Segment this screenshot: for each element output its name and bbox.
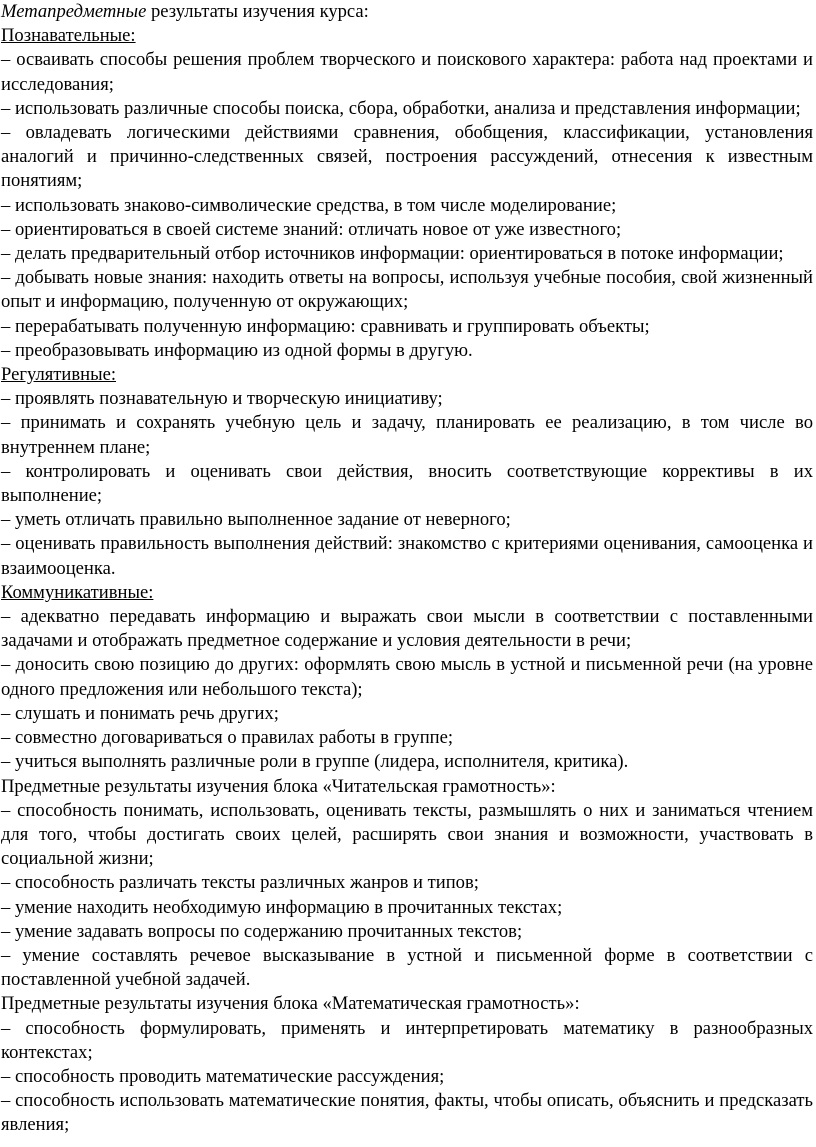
- list-item: – совместно договариваться о правилах работы в группе;: [1, 727, 454, 749]
- list-item: – добывать новые знания: находить ответы на вопросы, используя учебные пособия, свой жизненный опыт и информацию, полученную от окружающих;: [1, 267, 813, 313]
- list-item: – преобразовывать информацию из одной формы в другую.: [1, 339, 473, 361]
- list-item: – перерабатывать полученную информацию: сравнивать и группировать объекты;: [1, 315, 650, 337]
- list-item: – контролировать и оценивать свои действия, вносить соответствующие коррективы в их выполнение;: [1, 460, 813, 507]
- list-item: – использовать знаково-символические средства, в том числе моделирование;: [1, 194, 617, 216]
- list-item: – проявлять познавательную и творческую инициативу;: [1, 388, 443, 410]
- section-heading-communicative: Коммуникативные:: [1, 581, 154, 603]
- list-item: – использовать различные способы поиска, сбора, обработки, анализа и представления информации;: [1, 97, 801, 119]
- list-item: – умение находить необходимую информацию в прочитанных текстах;: [1, 896, 563, 918]
- list-item: – способность различать тексты различных жанров и типов;: [1, 872, 479, 894]
- list-item: – ориентироваться в своей системе знаний: отличать новое от уже известного;: [1, 218, 622, 240]
- section-heading-reading-literacy: Предметные результаты изучения блока «Читательская грамотность»:: [1, 775, 556, 797]
- list-item: – уметь отличать правильно выполненное задание от неверного;: [1, 509, 511, 531]
- list-item: – умение составлять речевое высказывание в устной и письменной форме в соответствии с поставленной учебной задачей.: [1, 944, 813, 991]
- title-rest: результаты изучения курса:: [146, 1, 369, 22]
- list-item: – делать предварительный отбор источников информации: ориентироваться в потоке информации;: [1, 243, 784, 265]
- list-item: – адекватно передавать информацию и выражать свои мысли в соответствии с поставленными задачами и отображать предметное содержание и условия деятельности в речи;: [1, 606, 813, 652]
- list-item: – принимать и сохранять учебную цель и задачу, планировать ее реализацию, в том числе во внутреннем плане;: [1, 412, 813, 458]
- list-item: – слушать и понимать речь других;: [1, 702, 279, 724]
- list-item: – умение задавать вопросы по содержанию прочитанных текстов;: [1, 920, 523, 942]
- list-item: – способность понимать, использовать, оценивать тексты, размышлять о них и заниматься чтением для того, чтобы достигать своих целей, расширять свои знания и возможности, участвовать в социальной жизни;: [1, 799, 813, 870]
- list-item: – оценивать правильность выполнения действий: знакомство с критериями оценивания, самооценка и взаимооценка.: [1, 533, 813, 579]
- title-italic-word: Метапредметные: [1, 1, 147, 22]
- list-item: – овладевать логическими действиями сравнения, обобщения, классификации, установления аналогий и причинно-следственных связей, построения рассуждений, отнесения к известным понятиям;: [1, 122, 813, 192]
- document-title: [1, 0, 813, 24]
- section-heading-regulatory: Регулятивные:: [1, 364, 117, 386]
- list-item: – учиться выполнять различные роли в группе (лидера, исполнителя, критика).: [1, 751, 629, 773]
- section-heading-math-literacy: Предметные результаты изучения блока «Математическая грамотность»:: [1, 993, 580, 1015]
- list-item: – доносить свою позицию до других: оформлять свою мысль в устной и письменной речи (на уровне одного предложения или небольшого текста);: [1, 654, 813, 700]
- list-item: – способность использовать математические понятия, факты, чтобы описать, объяснить и предсказать явления;: [1, 1090, 813, 1136]
- list-item: – способность формулировать, применять и интерпретировать математику в разнообразных контекстах;: [1, 1017, 813, 1063]
- list-item: – способность проводить математические рассуждения;: [1, 1065, 445, 1087]
- section-heading-cognitive: Познавательные:: [1, 25, 136, 47]
- list-item: – осваивать способы решения проблем творческого и поискового характера: работа над проектами и исследования;: [1, 49, 813, 95]
